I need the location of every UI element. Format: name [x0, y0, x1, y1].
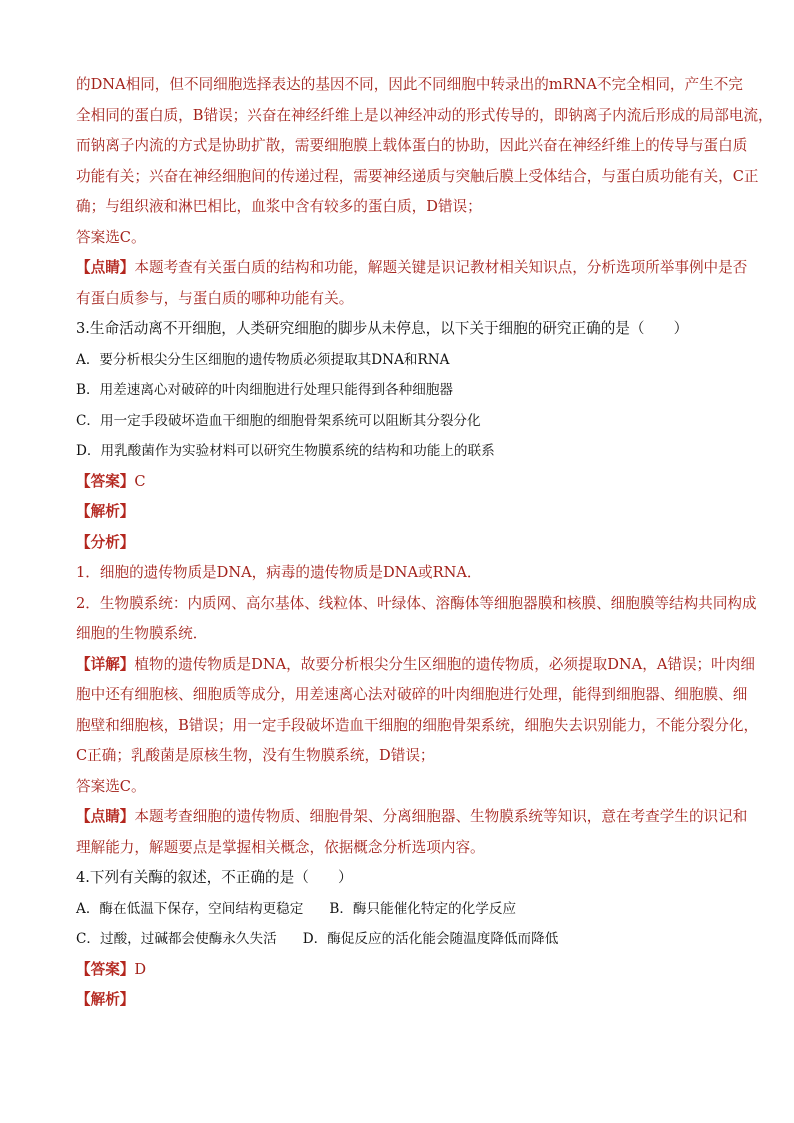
q3-detail-tag: 【详解】 [76, 655, 135, 673]
q2-explanation-line: 全相同的蛋白质，B错误；兴奋在神经纤维上是以神经冲动的形式传导的，即钠离子内流后形成的局部电流， [76, 106, 773, 124]
q2-comment-text: 本题考查有关蛋白质的结构和功能，解题关键是识记教材相关知识点，分析选项所举事例中是否 [134, 259, 748, 276]
q3-final-answer: 答案选C。 [76, 777, 146, 795]
q3-detail-text: C正确；乳酸菌是原核生物，没有生物膜系统，D错误； [76, 747, 435, 764]
q3-detail-text: 胞中还有细胞核、细胞质等成分，用差速离心法对破碎的叶肉细胞进行处理，能得到细胞器、细胞膜、细 [76, 686, 748, 703]
q3-answer-line [76, 467, 726, 498]
q2-comment-line: 有蛋白质参与，与蛋白质的哪种功能有关。 [76, 289, 354, 307]
q3-analyze-text: 1．细胞的遗传物质是DNA，病毒的遗传物质是DNA或RNA． [76, 564, 482, 581]
q3-option-c: C．用一定手段破坏造血干细胞的细胞骨架系统可以阻断其分裂分化 [76, 412, 481, 429]
q3-comment-text: 本题考查细胞的遗传物质、细胞骨架、分离细胞器、生物膜系统等知识，意在考查学生的识记和 [134, 808, 748, 825]
q3-detail-text: 植物的遗传物质是DNA，故要分析根尖分生区细胞的遗传物质，必须提取DNA，A错误；叶肉细 [134, 655, 755, 673]
q3-analyze-line [76, 528, 726, 559]
q3-comment-text: 理解能力，解题要点是掌握相关概念，依据概念分析选项内容。 [76, 838, 485, 856]
q4-options-row-2 [76, 924, 726, 955]
q3-comment-tag: 【点睛】 [76, 808, 135, 825]
q3-comment-line [76, 802, 748, 833]
q3-option-a: A．要分析根尖分生区细胞的遗传物质必须提取其DNA和RNA [76, 351, 450, 368]
q4-answer-value: D [134, 960, 147, 978]
q4-option-b: B．酶只能催化特定的化学反应 [329, 900, 517, 917]
q3-analysis-tag: 【解析】 [76, 503, 135, 520]
q4-answer-tag: 【答案】 [76, 960, 135, 978]
q2-answer-line: 答案选C。 [76, 228, 146, 246]
q3-analyze-text: 细胞的生物膜系统． [76, 625, 208, 642]
q4-stem: 4.下列有关酶的叙述，不正确的是（ ） [76, 869, 353, 886]
q2-explanation-line: 功能有关；兴奋在神经细胞间的传递过程，需要神经递质与突触后膜上受体结合，与蛋白质功能有关，C正 [76, 167, 759, 185]
q3-analyze-text: 2．生物膜系统：内质网、高尔基体、线粒体、叶绿体、溶酶体等细胞器膜和核膜、细胞膜等结构共同构成 [76, 594, 757, 612]
q4-analysis-line [76, 985, 726, 1016]
q4-answer-line [76, 955, 726, 986]
q3-option-b: B．用差速离心对破碎的叶肉细胞进行处理只能得到各种细胞器 [76, 382, 454, 398]
q3-answer-tag: 【答案】 [76, 472, 135, 490]
q4-option-c: C．过酸，过碱都会使酶永久失活 [76, 931, 277, 947]
q3-option-d: D．用乳酸菌作为实验材料可以研究生物膜系统的结构和功能上的联系 [76, 443, 495, 459]
q2-explanation-line: 的DNA相同，但不同细胞选择表达的基因不同，因此不同细胞中转录出的mRNA不完全相同，产生不完 [76, 76, 743, 93]
document-page [76, 70, 773, 1016]
q3-answer-value: C [134, 472, 146, 490]
q3-stem: 3.生命活动离不开细胞，人类研究细胞的脚步从未停息，以下关于细胞的研究正确的是（ ） [76, 320, 689, 337]
q2-comment-tag: 【点睛】 [76, 259, 135, 276]
q2-explanation-line: 确；与组织液和淋巴相比，血浆中含有较多的蛋白质，D错误； [76, 198, 482, 215]
q3-analyze-tag: 【分析】 [76, 533, 135, 551]
q4-analysis-tag: 【解析】 [76, 991, 135, 1008]
q3-analysis-line [76, 497, 726, 528]
q3-detail-line [76, 650, 755, 681]
q4-options-row-1 [76, 894, 726, 925]
q2-explanation-line: 而钠离子内流的方式是协助扩散，需要细胞膜上载体蛋白的协助，因此兴奋在神经纤维上的传导与蛋白质 [76, 137, 748, 154]
q4-option-d: D．酶促反应的活化能会随温度降低而降低 [302, 931, 559, 947]
q2-comment-line [76, 253, 748, 284]
q4-option-a: A．酶在低温下保存，空间结构更稳定 [76, 900, 304, 917]
q3-detail-text: 胞壁和细胞核，B错误；用一定手段破坏造血干细胞的细胞骨架系统，细胞失去识别能力，不能分裂分化， [76, 716, 759, 734]
